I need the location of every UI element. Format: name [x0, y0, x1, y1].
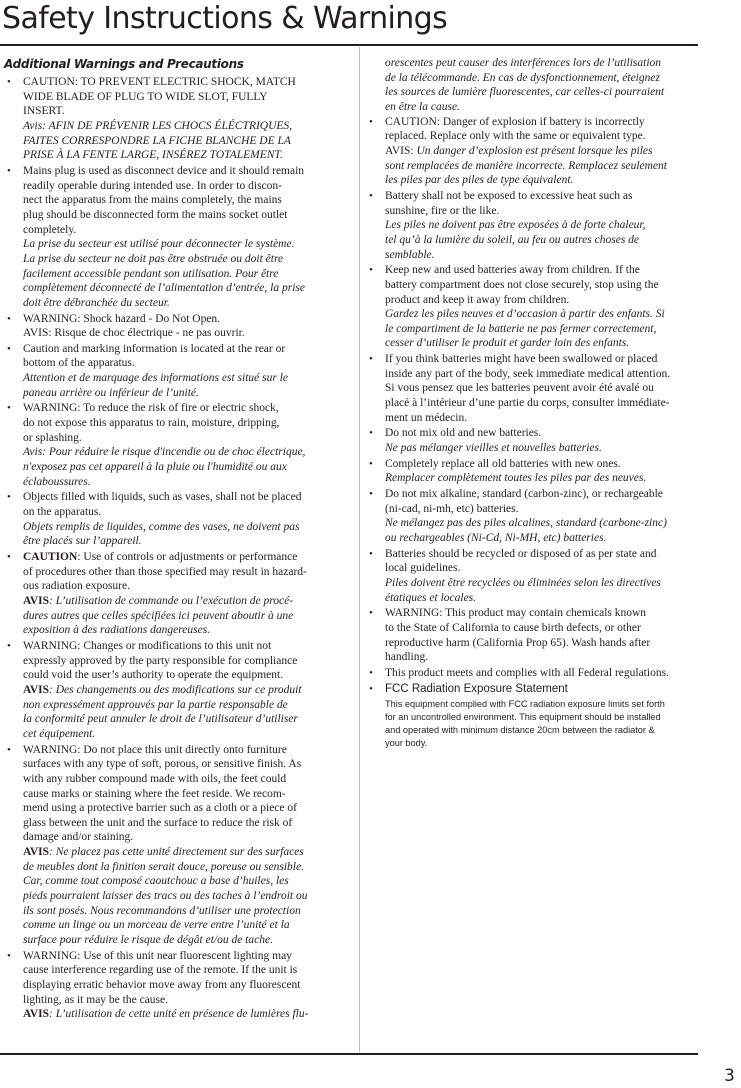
list-item [366, 189, 702, 262]
list-item [366, 606, 702, 665]
warning-text-en: • Do not mix alkaline, standard (carbon-zinc), or rechargeable (ni-cad, ni-mh, etc) batteries. [385, 488, 663, 515]
fcc-statement [366, 682, 702, 750]
warning-text-fr: Objets remplis de liquides, comme des vases, ne doivent pas être placés sur l’appareil. [23, 520, 300, 548]
list-item [4, 550, 336, 638]
warning-text-fr: Remplacer complètement toutes les piles par des neuves. [385, 472, 647, 485]
warning-text-fr: Avis: AFIN DE PRÉVENIR LES CHOCS ÉLÉCTRIQUES, FAITES CORRESPONDRE LA FICHE BLANCHE DE LA PRISE À LA FENTE LARGE, INSÉREZ TOTALEMENT. [23, 119, 293, 162]
warning-text-fr: Piles doivent être recyclées ou éliminées selon les directives étatiques et locales. [385, 576, 661, 604]
list-item [4, 75, 336, 163]
warning-text-en: • Completely replace all old batteries with new ones. [385, 457, 621, 470]
page-title: Safety Instructions & Warnings [2, 1, 448, 36]
warning-text-en: • WARNING: To reduce the risk of fire or electric shock, do not expose this apparatus to rain, moisture, dripping, or splashing. [23, 402, 280, 444]
avis-text: : L’utilisation de cette unité en présence de lumières flu- [49, 1008, 309, 1021]
warning-text-fr: Avis: Pour réduire le risque d'incendie ou de choc électrique, n'exposez pas cet appareil à la pluie ou l'humidité ou aux éclaboussures. [23, 446, 306, 488]
warning-text-en: • WARNING: Do not place this unit directly onto furniture surfaces with any type of soft, porous, or sensitive finish. As with any rubber compound made with oils, the feet could cause marks or staining where the feet reside. We recom- mend using a protective barrier such as a cloth or a piece of glass between the unit and the surface to reduce the risk of damage and/or staining. [23, 743, 302, 844]
fcc-title: • FCC Radiation Exposure Statement [385, 682, 568, 695]
list-item [366, 352, 702, 425]
list-item [4, 164, 336, 311]
warning-text-en: • Battery shall not be exposed to excessive heat such as sunshine, fire or the like. [385, 189, 633, 217]
list-item [366, 547, 702, 606]
column-divider [359, 47, 360, 1052]
section-heading: Additional Warnings and Precautions [4, 57, 244, 71]
right-column [366, 56, 702, 751]
warning-text-fr: Gardez les piles neuves et d’occasion à partir des enfants. Si le compartiment de la batterie ne pas fermer correctement, cesser d’utiliser le produit et garder loin des enfants. [385, 308, 665, 350]
continued-text-fr: orescentes peut causer des interférences lors de l’utilisation de la télécommande. En cas de dysfonctionnement, éteignez les sources de lumière fluorescentes, car celles-ci pourraient en être la cause. [385, 57, 665, 113]
warning-text-fr [23, 1007, 336, 1022]
warning-text-en: • Do not mix old and new batteries. [385, 427, 542, 440]
warning-text-fr: Les piles ne doivent pas être exposées à de forte chaleur, tel qu’à la lumière du soleil, au feu ou autres choses de semblable. [385, 219, 646, 261]
page-number: 3 [724, 1066, 735, 1086]
warnings-list-right [366, 115, 702, 750]
warning-text-fr: Ne pas mélanger vieilles et nouvelles batteries. [385, 442, 602, 455]
list-item [4, 401, 336, 489]
warning-text-fr [23, 594, 336, 638]
list-item [366, 487, 702, 546]
warning-text-en: • Keep new and used batteries away from children. If the battery compartment does not close securely, stop using the product and keep it away from children. [385, 264, 659, 306]
avis-lead: AVIS [23, 1008, 49, 1021]
warning-text-en: • WARNING: Shock hazard - Do Not Open. AVIS: Risque de choc électrique - ne pas ouvrir. [23, 312, 245, 340]
warning-text-en: • Objects filled with liquids, such as vases, shall not be placed on the apparatus. [23, 491, 302, 519]
warning-text-en: • Mains plug is used as disconnect device and it should remain readily operable during intended use. In order to discon- nect the apparatus from the mains completely, the mains plug should be disconnected form the mains socket outlet completely. [23, 164, 305, 236]
avis-lead: AVIS [23, 594, 49, 607]
warning-text-en [23, 550, 336, 594]
caution-text: : Use of controls or adjustments or performance of procedures other than those specified may result in hazard- ous radiation exposure. [23, 551, 307, 593]
bottom-rule [0, 1053, 698, 1055]
avis-text: : Ne placez pas cette unité directement sur des surfaces de meubles dont la finition serait douce, poreuse ou sensible. Car, comme tout composé caoutchouc a base d’huiles, les pieds pourraient laisser des tracs ou des taches à l’endroit ou ils sont posés. Nous recommandons d’utiliser une protection comme un linge ou un morceau de verre entre l’unité et la surface pour réduire le risque de dégât et/ou de tache. [23, 846, 308, 947]
list-item [366, 457, 702, 486]
list-item [366, 115, 702, 188]
warning-text-fr: Ne mélangez pas des piles alcalines, standard (carbone-zinc) ou rechargeables (Ni-Cd, Ni-MH, etc) batteries. [385, 517, 667, 544]
warning-text-en [385, 115, 702, 188]
warning-text-fr: La prise du secteur est utilisé pour déconnecter le système. La prise du secteur ne doit pas être obstruée ou doit être facilement accessible pendant son utilisation. Pour être complètement déconnecté de l’alimentation d’entrée, la prise doit être débranchée du secteur. [23, 238, 305, 309]
warning-text-fr [23, 683, 336, 742]
avis-lead: AVIS [23, 683, 49, 696]
warnings-list-left [4, 75, 336, 1022]
left-column [4, 57, 336, 1023]
avis-text: : Des changements ou des modifications sur ce produit non expressément approuvés par la partie responsable de la conformité peut annuler le droit de l’utilisateur d’utiliser cet équipement. [23, 683, 302, 740]
list-item [4, 743, 336, 948]
avis-lead: AVIS [23, 846, 49, 859]
warning-text-en: • WARNING: Changes or modifications to this unit not expressly approved by the party responsible for compliance could void the user’s authority to operate the equipment. [23, 639, 298, 682]
list-item [4, 342, 336, 401]
fcc-body: This equipment complied with FCC radiation exposure limits set forth for an uncontrolled environment. This equipment should be installed and operated with minimum distance 20cm between the radiator & your body. [385, 698, 665, 748]
warning-text-en: • CAUTION: TO PREVENT ELECTRIC SHOCK, MATCH WIDE BLADE OF PLUG TO WIDE SLOT, FULLY INSERT. [23, 76, 296, 118]
warning-text-en: • WARNING: This product may contain chemicals known to the State of California to cause birth defects, or other reproductive harm (California Prop 65). Wash hands after handling. [385, 607, 651, 664]
warning-text-fr: Un danger d’explosion est présent lorsque les piles sont remplacées de manière incorrecte. Remplacez seulement les piles par des piles de type équivalent. [385, 144, 667, 187]
caution-lead: CAUTION [23, 551, 78, 563]
top-rule [0, 44, 698, 46]
warning-text-en: • This product meets and complies with all Federal regulations. [385, 666, 669, 679]
list-item [4, 490, 336, 549]
list-item [366, 426, 702, 455]
avis-text: : L’utilisation de commande ou l’exécution de procé- dures autres que celles spécifiées ici peuvent aboutir à une exposition à des radiations dangereuses. [23, 594, 294, 637]
warning-text: CAUTION: Danger of explosion if battery is incorrectly replaced. Replace only with the same or equivalent type. AVIS: [385, 115, 646, 157]
warning-text-en: • Caution and marking information is located at the rear or bottom of the apparatus. [23, 342, 286, 370]
warning-text-en: • WARNING: Use of this unit near fluorescent lighting may cause interference regarding use of the remote. If the unit is displaying erratic behavior move away from any fluorescent lighting, as it may be the cause. [23, 949, 301, 1006]
warning-text-en: • If you think batteries might have been swallowed or placed inside any part of the body, seek immediate medical attention. Si vous pensez que les batteries peuvent avoir été avalé ou placé à l’intérieur d’une partie du corps, consulter immédiate- ment un médecin. [385, 353, 671, 424]
warning-text-en: • Batteries should be recycled or disposed of as per state and local guidelines. [385, 547, 657, 575]
list-item [4, 312, 336, 341]
list-item [4, 949, 336, 1022]
list-item [4, 639, 336, 742]
list-item [366, 263, 702, 351]
warning-text-fr: Attention et de marquage des informations est situé sur le paneau arrière ou inférieur de l’unité. [23, 372, 289, 399]
list-item [366, 666, 702, 681]
warning-text-fr [23, 845, 336, 948]
